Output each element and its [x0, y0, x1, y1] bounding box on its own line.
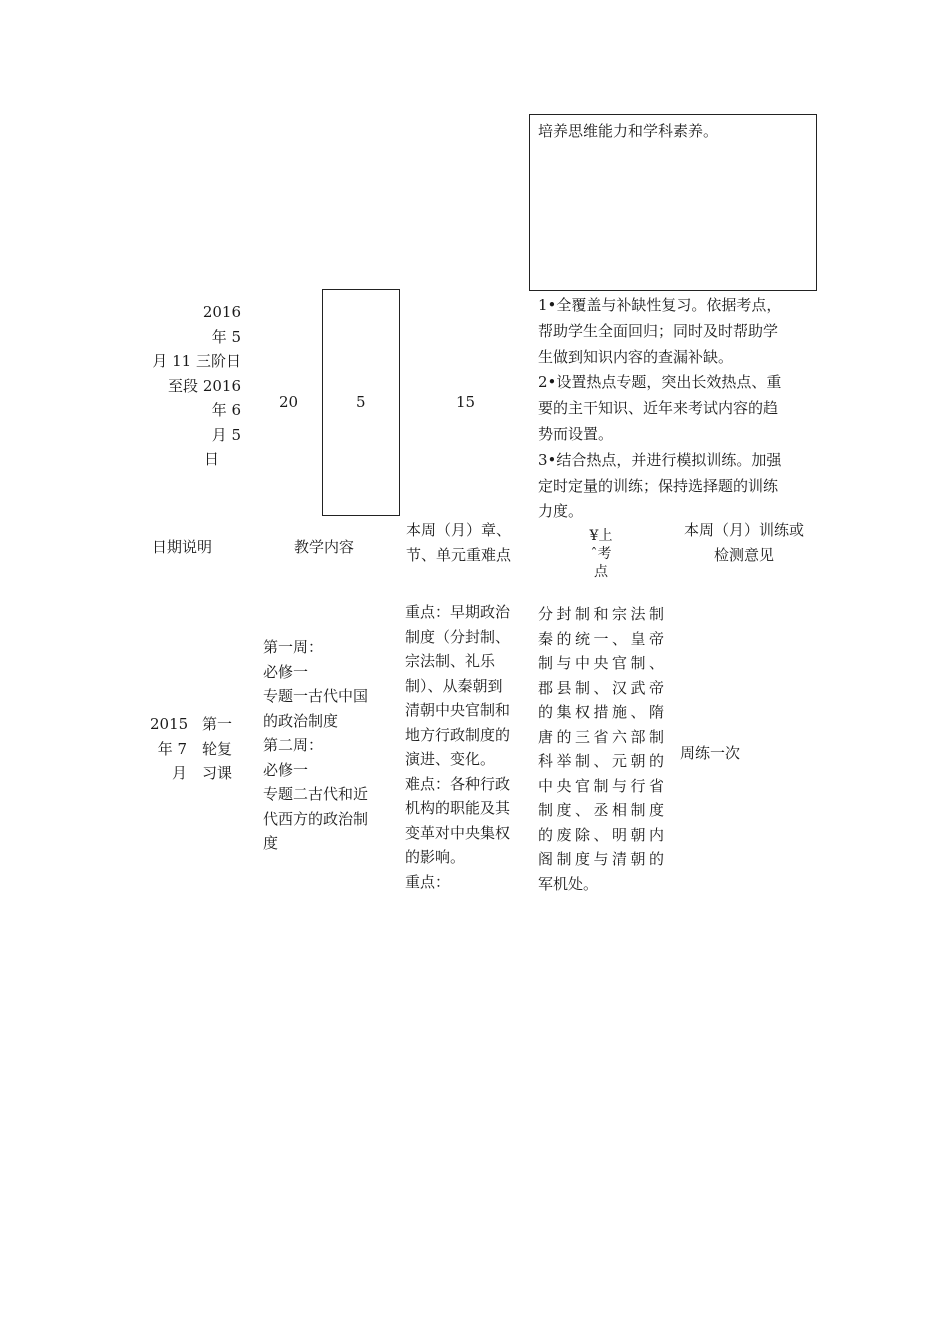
header-exam-points: ¥上 ˆ考 点 [589, 528, 613, 580]
stage3-count-b: 5 [356, 393, 366, 411]
header-keypoints: 本周（月）章、 节、单元重难点 [406, 521, 512, 564]
row1-stage: 第一 轮复 习课 [202, 715, 233, 782]
stage3-count-a: 20 [279, 393, 299, 411]
row1-content: 第一周： 必修一 专题一古代中国 的政治制度 第二周： 必修一 专题二古代和近 代西方的政治制 度 [263, 638, 369, 852]
header-date-desc: 日期说明 [152, 538, 213, 556]
stage3-count-c: 15 [456, 393, 476, 411]
stage3-date: 2016 年 5 月 11 三阶日 至段 2016 年 6 月 5 日 [152, 303, 241, 468]
header-training: 本周（月）训练或 检测意见 [683, 521, 804, 564]
row1-keypoints: 重点：早期政治 制度（分封制、 宗法制、礼乐 制）、从秦朝到 清朝中央官制和 地方行政制度的 演进、变化。 难点：各种行政 机构的职能及其 变革对中央集权 的影响。 重点： [405, 603, 511, 891]
row1-exam-points: 分封制和宗法制 秦的统一、皇帝 制与中央官制、 郡县制、汉武帝 的集权措施、隋 唐的三省六部制 科举制、元朝的 中央官制与行省 制度、丞相制度 的废除、明朝内 阁制度与清朝的 军机处。 [538, 605, 664, 893]
row1-date: 2015 年 7 月 [150, 715, 189, 782]
header-content: 教学内容 [294, 538, 355, 556]
stage3-notes: 1•全覆盖与补缺性复习。依据考点， 帮助学生全面回归；同时及时帮助学 生做到知识内容的查漏补缺。 2•设置热点专题，突出长效热点、重 要的主干知识、近年来考试内容的趋 势而设置。 3•结合热点，并进行模拟训练。加强 定时定量的训练；保持选择题的训练 力度。 [538, 296, 782, 521]
top-notes-text: 培养思维能力和学科素养。 [538, 122, 719, 140]
row1-training: 周练一次 [680, 744, 741, 762]
